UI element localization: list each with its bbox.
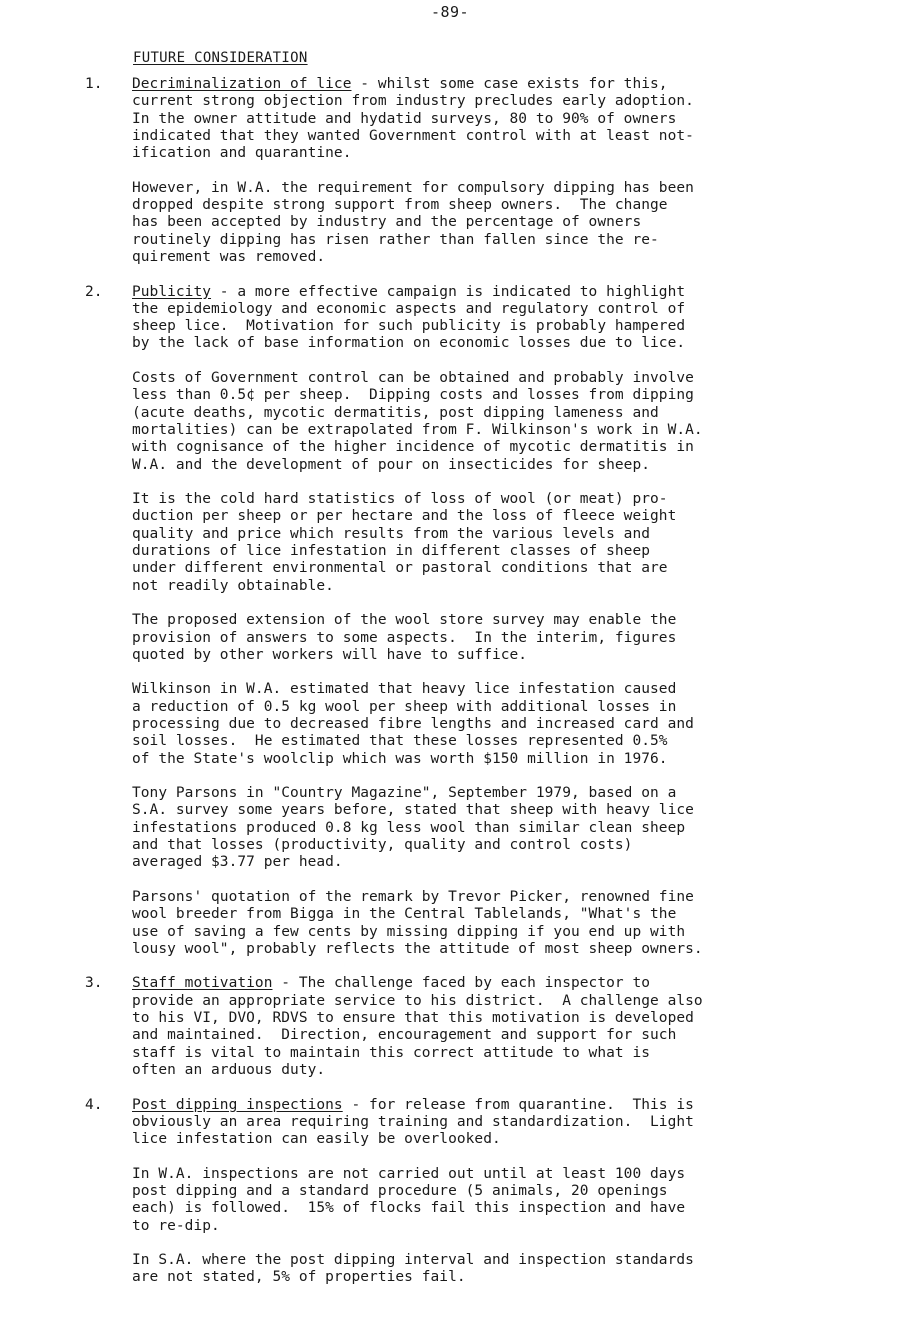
paragraph: Wilkinson in W.A. estimated that heavy lice infestation caused a reduction of 0.5 kg wool per sheep with additional losses in processing due to decreased fibre lengths and increased card and soil losses. He estimated that these losses represented 0.5% of the State's woolclip which was worth $150 million in 1976. (132, 681, 694, 767)
paragraph-text: - The challenge faced by each inspector to provide an appropriate service to his district. A challenge also to his VI, DVO, RDVS to ensure that this motivation is developed and maintained. Direction, encouragement and support for such staff is vital to maintain this correct attitude to what is often an arduous duty. (132, 975, 703, 1078)
paragraph: However, in W.A. the requirement for compulsory dipping has been dropped despite strong support from sheep owners. The change has been accepted by industry and the percentage of owners routinely dipping has risen rather than fallen since the re- quirement was removed. (132, 179, 694, 265)
list-item (85, 1096, 782, 1287)
paragraph: In S.A. where the post dipping interval and inspection standards are not stated, 5% of properties fail. (132, 1252, 694, 1286)
paragraph: In W.A. inspections are not carried out until at least 100 days post dipping and a standard procedure (5 animals, 20 openings each) is followed. 15% of flocks fail this inspection and have to re-dip. (132, 1165, 686, 1234)
paragraph-text: - for release from quarantine. This is obviously an area requiring training and standardization. Light lice infestation can easily be overlooked. (132, 1096, 694, 1148)
paragraph (132, 1097, 782, 1149)
list-item (85, 76, 782, 266)
list-item (85, 975, 782, 1079)
page-number: -89- (430, 3, 470, 21)
item-title: Staff motivation (132, 975, 273, 992)
paragraph (132, 975, 782, 1079)
item-title: Publicity (132, 283, 212, 300)
paragraph: Costs of Government control can be obtained and probably involve less than 0.5¢ per sheep. Dipping costs and losses from dipping (acute deaths, mycotic dermatitis, post dipping lameness and mortalities) can be extrapolated from F. Wilkinson's work in W.A. with cognisance of the higher incidence of mycotic dermatitis in W.A. and the development of pour on insecticides for sheep. (132, 370, 703, 473)
paragraph-text: - a more effective campaign is indicated to highlight the epidemiology and economic aspects and regulatory control of sheep lice. Motivation for such publicity is probably hampered by the lack of base information on economic losses due to lice. (132, 283, 686, 352)
item-title: Post dipping inspections (132, 1096, 343, 1113)
item-title: Decriminalization of lice (132, 76, 352, 92)
paragraph (132, 284, 782, 353)
list-item (85, 283, 782, 959)
paragraph: Tony Parsons in "Country Magazine", September 1979, based on a S.A. survey some years before, stated that sheep with heavy lice infestations produced 0.8 kg less wool than similar clean sheep and that losses (productivity, quality and control costs) averaged $3.77 per head. (132, 785, 694, 871)
item-number: 4. (85, 1096, 103, 1113)
item-number: 3. (85, 975, 103, 992)
item-number: 2. (85, 283, 103, 300)
paragraph: It is the cold hard statistics of loss of wool (or meat) pro- duction per sheep or per hectare and the loss of fleece weight quality and price which results from the various levels and durations of lice infestation in different classes of sheep under different environmental or pastoral conditions that are not readily obtainable. (132, 491, 677, 594)
document-body (85, 76, 782, 1304)
item-number: 1. (85, 76, 103, 92)
paragraph-text: - whilst some case exists for this, current strong objection from industry precludes early adoption. In the owner attitude and hydatid surveys, 80 to 90% of owners indicated that they wanted Government control with at least not- ification and quarantine. (132, 76, 694, 162)
paragraph (132, 76, 782, 162)
section-heading: FUTURE CONSIDERATION (133, 50, 308, 66)
paragraph: Parsons' quotation of the remark by Trevor Picker, renowned fine wool breeder from Bigga in the Central Tablelands, "What's the use of saving a few cents by missing dipping if you end up with lousy wool", probably reflects the attitude of most sheep owners. (132, 888, 703, 957)
paragraph: The proposed extension of the wool store survey may enable the provision of answers to some aspects. In the interim, figures quoted by other workers will have to suffice. (132, 612, 677, 663)
